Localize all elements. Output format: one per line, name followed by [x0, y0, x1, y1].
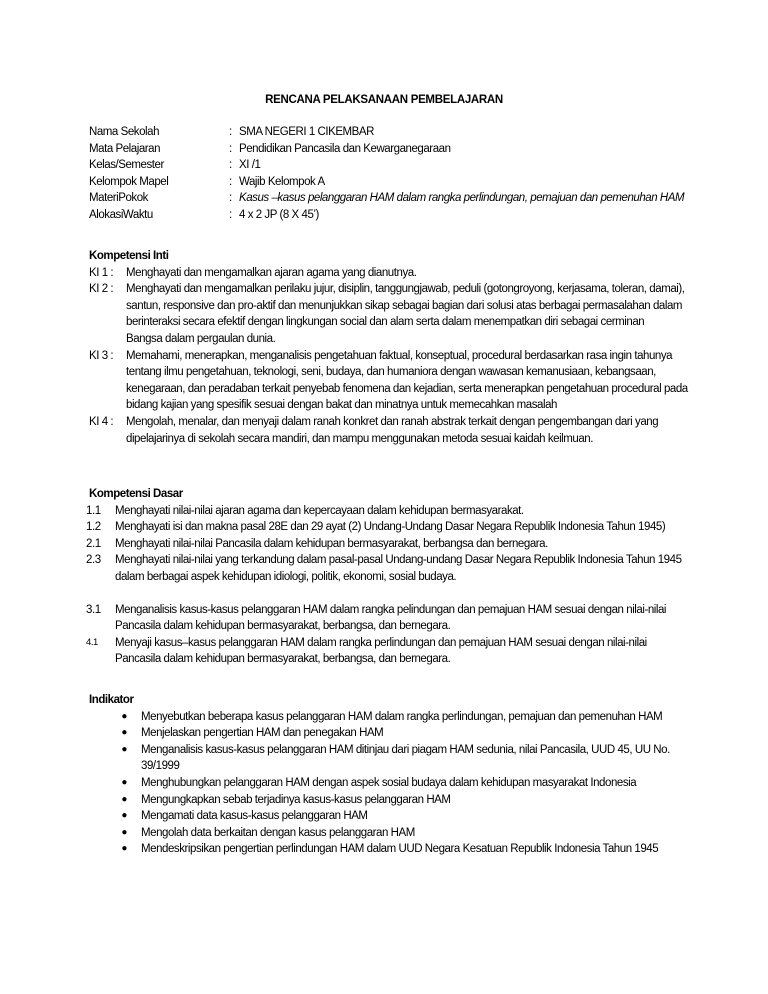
meta-colon: :	[229, 126, 232, 138]
kompetensi-dasar-heading: Kompetensi Dasar	[89, 488, 183, 500]
kd-number: 1.2	[86, 521, 101, 534]
kd-text: Menghayati nilai-nilai yang terkandung dalam pasal-pasal Undang-undang Dasar Negara Republik Indonesia Tahun 1945 dalam berbagai aspek kehidupan idiologi, politik, ekonomi, sosial budaya.	[115, 554, 682, 583]
ki-label: KI 3 :	[89, 349, 114, 362]
indikator-text: Menganalisis kasus-kasus pelanggaran HAM ditinjau dari piagam HAM sedunia, nilai Pancasila, UUD 45, UU No. 39/1999	[141, 743, 670, 773]
meta-label: MateriPokok	[89, 192, 148, 205]
ki-label: KI 4 :	[89, 415, 114, 428]
bullet-icon: ●	[121, 810, 127, 822]
meta-label: Mata Pelajaran	[89, 142, 161, 155]
kd-item	[86, 519, 689, 536]
ki-item	[89, 265, 689, 282]
ki-label: KI 2 :	[89, 283, 114, 296]
ki-item	[89, 348, 689, 414]
bullet-icon: ●	[121, 826, 127, 838]
indikator-text: Menghubungkan pelanggaran HAM dengan aspek sosial budaya dalam kehidupan masyarakat Indonesia	[141, 776, 637, 789]
kd-number: 2.1	[86, 537, 101, 550]
identity-table	[89, 124, 709, 224]
kd-text: Menghayati nilai-nilai ajaran agama dan kepercayaan dalam kehidupan bermasyarakat.	[115, 504, 524, 517]
ki-text: Menghayati dan mengamalkan ajaran agama yang dianutnya.	[126, 266, 417, 279]
meta-row-time	[89, 207, 709, 224]
meta-colon: :	[229, 142, 232, 155]
kd-item	[86, 552, 689, 585]
meta-row-topic	[89, 190, 709, 207]
kompetensi-inti-section	[89, 248, 689, 447]
bullet-icon: ●	[121, 776, 127, 788]
meta-value: Wajib Kelompok A	[239, 175, 325, 188]
kd-text: Menyaji kasus–kasus pelanggaran HAM dalam rangka perlindungan dan pemajuan HAM sesuai dengan nilai-nilai Pancasila dalam kehidupan bermasyarakat, berbangsa, dan bernegara.	[115, 636, 647, 666]
meta-label: Nama Sekolah	[89, 126, 160, 138]
indikator-text: Menjelaskan pengertian HAM dan penegakan HAM	[141, 727, 384, 740]
indikator-heading: Indikator	[89, 694, 134, 706]
kd-number: 4.1	[86, 636, 98, 648]
kd-text: Menghayati nilai-nilai Pancasila dalam kehidupan bermasyarakat, berbangsa dan bernegara.	[115, 537, 548, 550]
kd-item	[86, 536, 689, 553]
meta-colon: :	[229, 192, 232, 205]
kd-text: Menganalisis kasus-kasus pelanggaran HAM dalam rangka pelindungan dan pemajuan HAM sesuai dengan nilai-nilai Pancasila dalam kehidupan bermasyarakat, berbangsa, dan bernegara.	[115, 603, 667, 633]
list-item	[89, 841, 689, 858]
indikator-text: Mengungkapkan sebab terjadinya kasus-kasus pelanggaran HAM	[141, 793, 451, 806]
document-title: RENCANA PELAKSANAAN PEMBELAJARAN	[265, 94, 503, 106]
meta-value	[239, 190, 709, 207]
indikator-section	[89, 692, 689, 858]
kd-item	[86, 602, 689, 635]
meta-row-school	[89, 124, 709, 141]
meta-colon: :	[229, 159, 232, 172]
meta-value: XI /1	[239, 159, 261, 172]
list-item	[89, 775, 689, 792]
ki-item	[89, 414, 689, 447]
indikator-text: Menyebutkan beberapa kasus pelanggaran HAM dalam rangka perlindungan, pemajuan dan pemenuhan HAM	[141, 710, 663, 723]
meta-row-subject	[89, 141, 709, 158]
kd-text: Menghayati isi dan makna pasal 28E dan 29 ayat (2) Undang-Undang Dasar Negara Republik Indonesia Tahun 1945)	[115, 521, 666, 534]
indikator-list	[89, 709, 689, 858]
kd-number: 1.1	[86, 504, 101, 517]
meta-row-group	[89, 174, 709, 191]
kompetensi-inti-heading: Kompetensi Inti	[89, 250, 169, 262]
bullet-icon: ●	[121, 743, 127, 755]
meta-label: Kelas/Semester	[89, 159, 164, 172]
meta-colon: :	[229, 208, 232, 221]
ki-text-extra: Bangsa dalam pergaulan dunia.	[126, 332, 276, 345]
indikator-text: Mengamati data kasus-kasus pelanggaran HAM	[141, 810, 368, 823]
list-item	[89, 825, 689, 842]
meta-colon: :	[229, 175, 232, 188]
kompetensi-dasar-section	[86, 486, 689, 668]
ki-item	[89, 281, 689, 347]
ki-text: Mengolah, menalar, dan menyaji dalam ranah konkret dan ranah abstrak terkait dengan pengembangan dari yang dipelajarinya di sekolah secara mandiri, dan mampu menggunakan metoda sesuai kaidah keilmuan.	[126, 415, 659, 445]
list-item	[89, 792, 689, 809]
bullet-icon: ●	[121, 727, 127, 739]
meta-label: AlokasiWaktu	[89, 208, 153, 221]
bullet-icon: ●	[121, 793, 127, 805]
kd-item	[86, 635, 689, 668]
indikator-text: Mengolah data berkaitan dengan kasus pelanggaran HAM	[141, 826, 415, 839]
meta-row-class	[89, 157, 709, 174]
meta-value: Pendidikan Pancasila dan Kewarganegaraan	[239, 142, 451, 155]
ki-text: Memahami, menerapkan, menganalisis pengetahuan faktual, konseptual, procedural berdasarkan rasa ingin tahunya tentang ilmu pengetahuan, teknologi, seni, budaya, dan humaniora dengan wawasan kemanusiaan, kebangsaan, kenegaraan, dan peradaban terkait penyebab fenomena dan kejadian, serta menerapkan pengetahuan procedural pada bidang kajian yang spesifik sesuai dengan bakat dan minatnya untuk memecahkan masalah	[126, 349, 688, 412]
list-item	[89, 808, 689, 825]
meta-value-italic: Kasus –kasus pelanggaran HAM dalam rangka perlindungan, pemajuan dan pemenuhan HAM	[239, 192, 685, 205]
kd-number: 3.1	[86, 603, 101, 616]
kd-item	[86, 503, 689, 520]
spacer	[89, 586, 689, 602]
list-item	[89, 725, 689, 742]
list-item	[89, 709, 689, 726]
ki-label: KI 1 :	[89, 266, 114, 279]
meta-value: 4 x 2 JP (8 X 45’)	[239, 208, 319, 221]
meta-label: Kelompok Mapel	[89, 175, 169, 188]
indikator-text: Mendeskripsikan pengertian perlindungan HAM dalam UUD Negara Kesatuan Republik Indonesia Tahun 1945	[141, 843, 659, 856]
bullet-icon: ●	[121, 843, 127, 855]
ki-text: Menghayati dan mengamalkan perilaku jujur, disiplin, tanggungjawab, peduli (gotongroyong, kerjasama, toleran, damai), santun, responsive dan pro-aktif dan menunjukkan sikap sebagai bagian dari solusi atas berbagai permasalahan dalam berinteraksi secara efektif dengan lingkungan social dan alam serta dalam menempatkan diri sebagai cerminan	[126, 283, 685, 329]
list-item	[89, 742, 689, 775]
ki-text-block	[126, 281, 689, 347]
kd-number: 2.3	[86, 554, 101, 567]
bullet-icon: ●	[121, 710, 127, 722]
meta-value: SMA NEGERI 1 CIKEMBAR	[239, 126, 374, 138]
